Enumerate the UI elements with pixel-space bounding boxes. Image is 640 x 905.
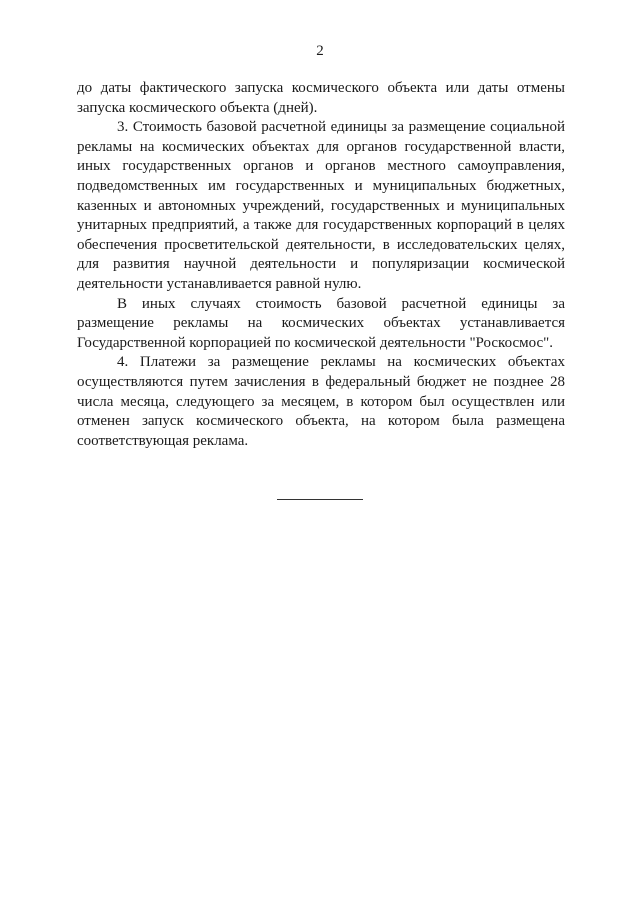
document-body [77, 79, 565, 451]
paragraph-item-3: 3. Стоимость базовой расчетной единицы за размещение социальной рекламы на космических объектах для органов государственной власти, иных государственных органов и органов местного самоуправления, подведомственных им государственных и муниципальных бюджетных, казенных и автономных учреждений, государственных и муниципальных унитарных предприятий, а также для государственных корпораций в целях обеспечения просветительской деятельности, в исследовательских целях, для развития научной деятельности и популяризации космической деятельности устанавливается равной нулю. [77, 119, 565, 292]
paragraph-item-4: 4. Платежи за размещение рекламы на космических объектах осуществляются путем зачисления в федеральный бюджет не позднее 28 числа месяца, следующего за месяцем, в котором был осуществлен или отменен запуск космического объекта, на котором была размещена соответствующая реклама. [77, 354, 565, 449]
paragraph-item-3-other-cases: В иных случаях стоимость базовой расчетной единицы за размещение рекламы на космических объектах устанавливается Государственной корпорацией по космической деятельности "Роскосмос". [77, 295, 565, 351]
end-of-text-rule [277, 499, 363, 500]
paragraph-continuation: до даты фактического запуска космического объекта или даты отмены запуска космического объекта (дней). [77, 80, 565, 116]
page-number: 2 [316, 43, 324, 59]
